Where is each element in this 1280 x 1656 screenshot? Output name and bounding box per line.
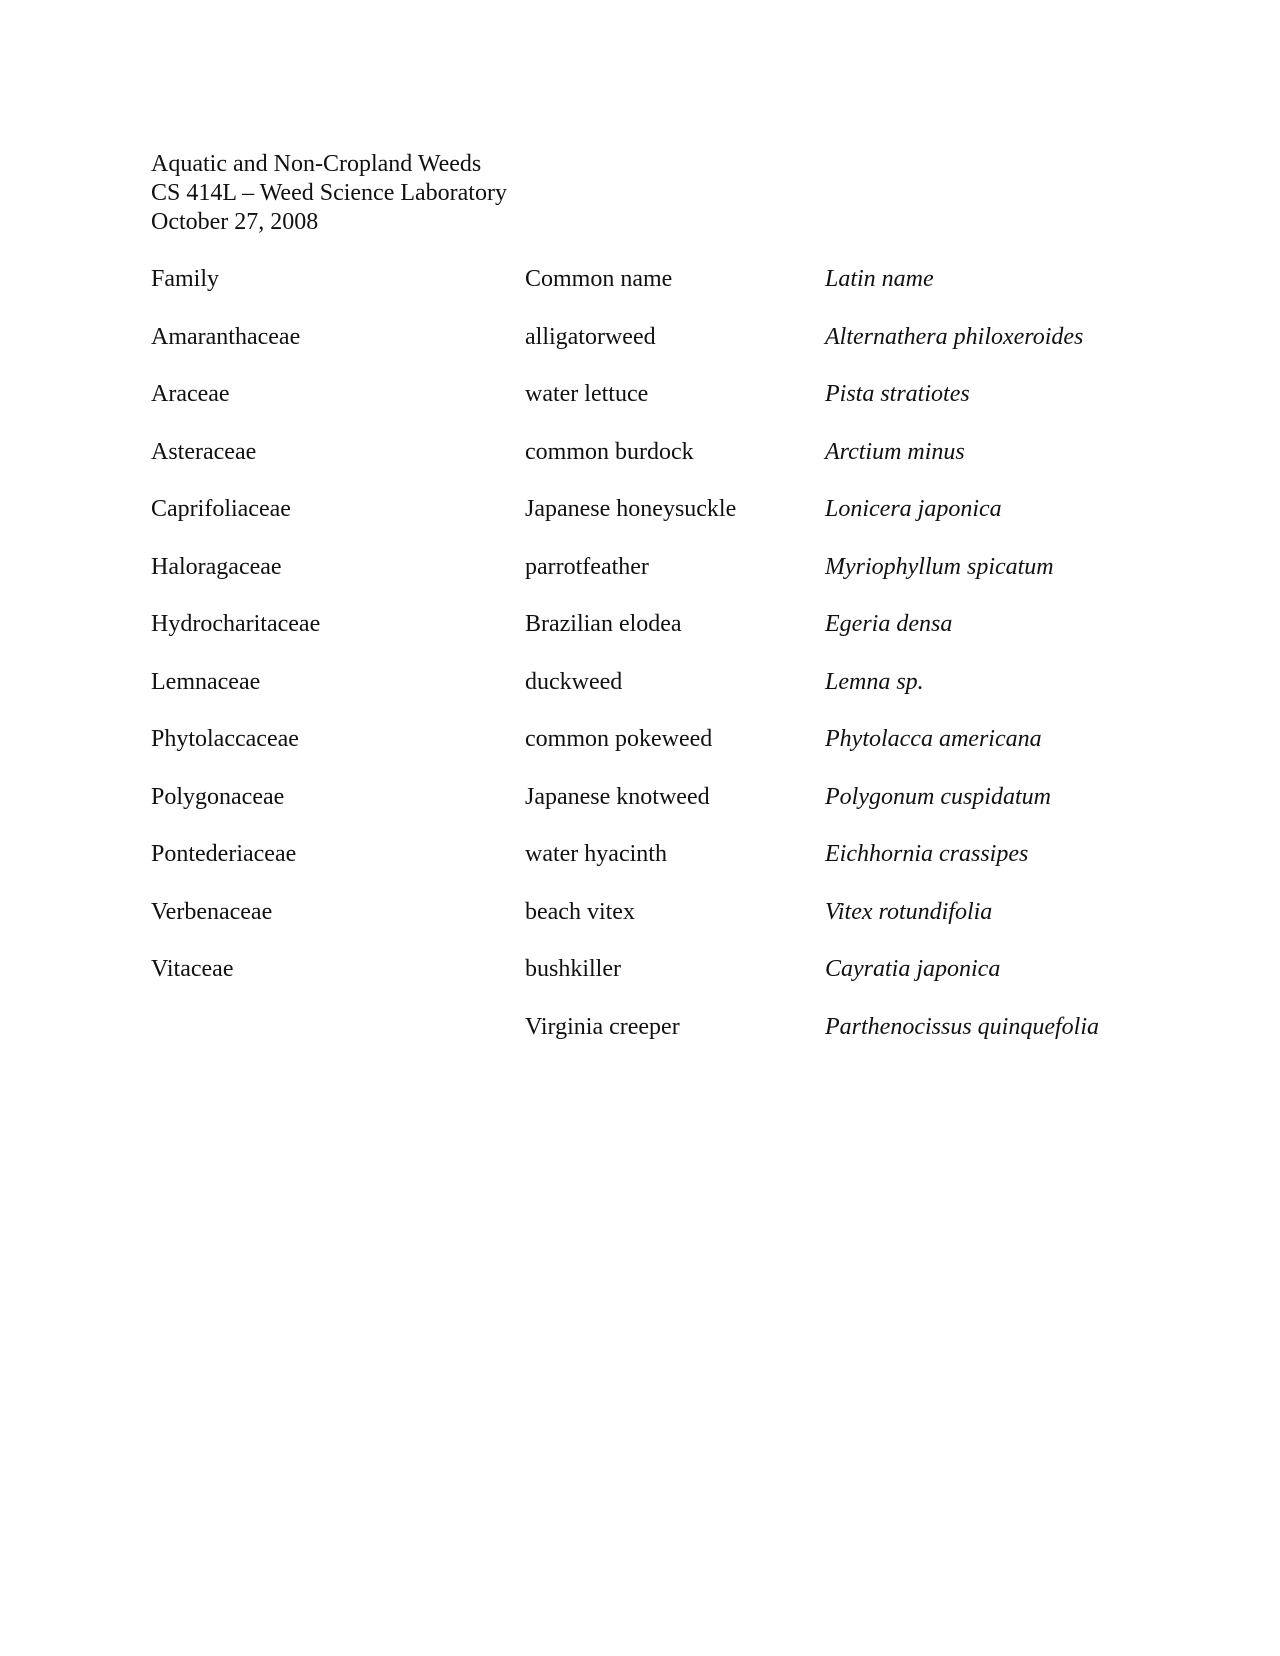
latin-name-cell: Egeria densa [825,611,953,637]
latin-name-cell: Lonicera japonica [825,496,1002,522]
document-title: Aquatic and Non-Cropland Weeds [151,151,482,177]
document-header [151,150,507,237]
latin-name-cell: Cayratia japonica [825,956,1001,982]
family-cell: Verbenaceae [151,898,273,925]
table-row [151,954,1151,1012]
common-name-cell: water hyacinth [525,841,667,867]
column-header-common-name: Common name [525,266,673,292]
family-cell: Asteraceae [151,438,257,465]
family-cell: Araceae [151,381,230,407]
table-row [151,437,1151,495]
latin-name-cell: Myriophyllum spicatum [825,553,1054,580]
table-row [151,552,1151,610]
common-name-cell: Virginia creeper [525,1013,680,1040]
family-cell: Haloragaceae [151,553,282,580]
latin-name-cell: Eichhornia crassipes [825,841,1029,867]
latin-name-cell: Vitex rotundifolia [825,898,993,925]
latin-name-cell: Parthenocissus quinquefolia [825,1013,1099,1040]
family-cell: Amaranthaceae [151,323,301,350]
family-cell: Caprifoliaceae [151,496,291,522]
latin-name-cell: Alternathera philoxeroides [825,323,1084,350]
table-row [151,782,1151,840]
table-row [151,724,1151,782]
table-row [151,667,1151,725]
family-cell: Lemnaceae [151,668,261,695]
family-cell: Hydrocharitaceae [151,611,321,637]
common-name-cell: parrotfeather [525,553,649,580]
latin-name-cell: Phytolacca americana [825,726,1042,752]
common-name-cell: beach vitex [525,898,635,925]
common-name-cell: common burdock [525,438,694,465]
document-date: October 27, 2008 [151,209,319,235]
weed-table [151,264,1151,1069]
common-name-cell: Japanese honeysuckle [525,496,737,522]
latin-name-cell: Polygonum cuspidatum [825,783,1051,810]
column-header-latin-name: Latin name [825,266,934,292]
course-name: CS 414L – Weed Science Laboratory [151,180,507,206]
family-cell: Polygonaceae [151,783,285,810]
common-name-cell: duckweed [525,668,623,695]
table-header-row [151,264,1151,322]
common-name-cell: bushkiller [525,956,621,982]
table-row [151,839,1151,897]
table-row [151,322,1151,380]
latin-name-cell: Arctium minus [825,438,965,465]
family-cell: Vitaceae [151,956,234,982]
table-row [151,379,1151,437]
common-name-cell: Japanese knotweed [525,783,710,810]
common-name-cell: Brazilian elodea [525,611,682,637]
latin-name-cell: Lemna sp. [825,668,924,695]
common-name-cell: common pokeweed [525,726,713,752]
latin-name-cell: Pista stratiotes [825,381,970,407]
common-name-cell: alligatorweed [525,323,656,350]
table-row [151,609,1151,667]
column-header-family: Family [151,266,220,292]
common-name-cell: water lettuce [525,381,649,407]
family-cell: Phytolaccaceae [151,726,299,752]
table-row [151,494,1151,552]
table-row [151,897,1151,955]
table-row [151,1012,1151,1070]
family-cell: Pontederiaceae [151,841,297,867]
